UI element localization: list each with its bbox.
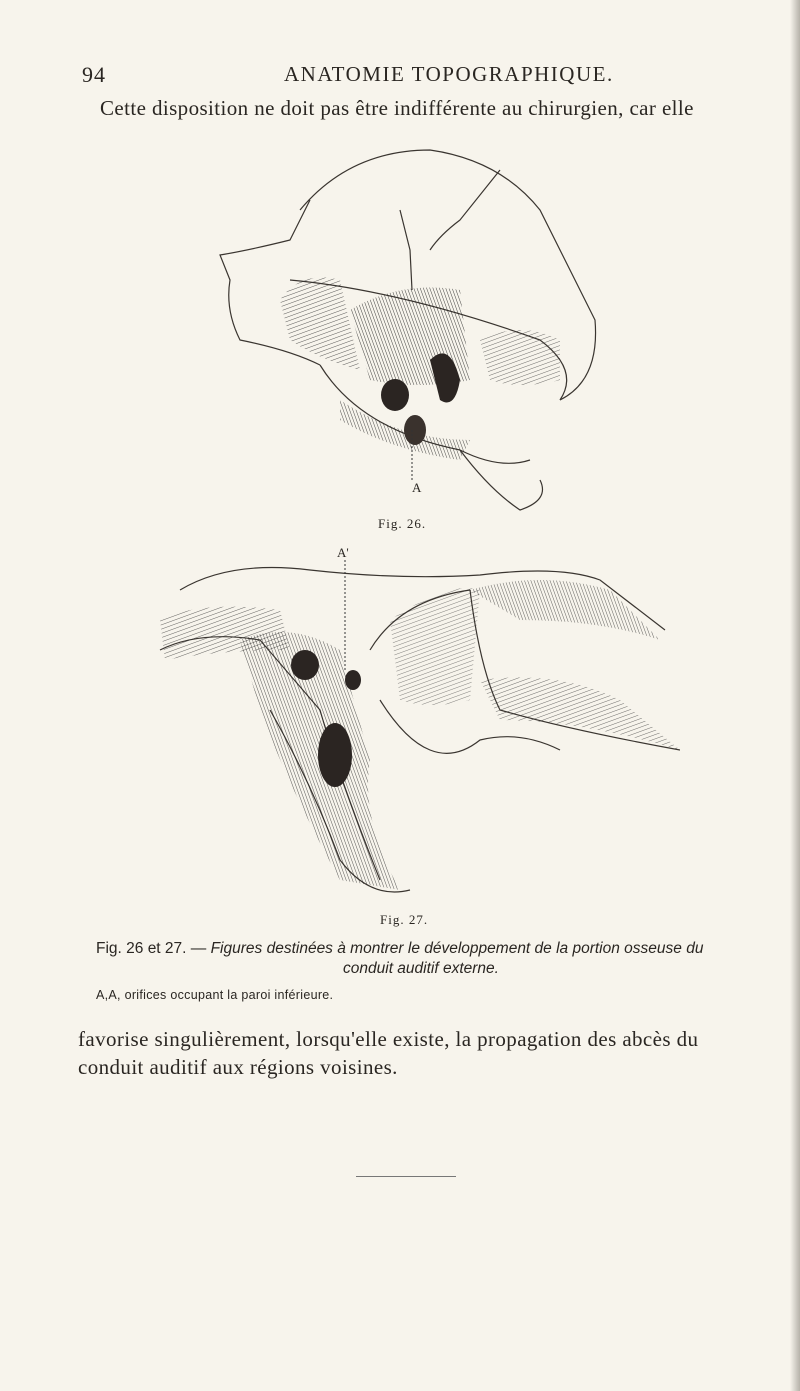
figure-26-marker: A	[412, 480, 422, 495]
page-header	[0, 62, 800, 92]
figure-26-label: Fig. 26.	[378, 516, 427, 531]
caption-prefix: Fig. 26 et 27. —	[96, 940, 211, 957]
page-edge-shadow	[790, 0, 800, 1391]
caption-title-line2: conduit auditif externe.	[343, 960, 499, 977]
figure-27-illustration	[140, 560, 680, 905]
figure-27-marker: A'	[337, 545, 349, 560]
paragraph-bottom: favorise singulièrement, lorsqu'elle existe, la propagation des abcès du conduit auditif aux régions voisines.	[78, 1027, 699, 1079]
page-number: 94	[82, 62, 106, 87]
figure-26-illustration	[200, 140, 620, 520]
figure-27-label: Fig. 27.	[380, 912, 429, 927]
bottom-rule	[356, 1176, 456, 1177]
running-title: ANATOMIE TOPOGRAPHIQUE.	[284, 62, 614, 86]
figure-caption	[96, 939, 786, 979]
paragraph-top: Cette disposition ne doit pas être indifférente au chirurgien, car elle	[100, 96, 694, 120]
caption-title-line1: Figures destinées à montrer le développement de la portion osseuse du	[210, 940, 704, 957]
figure-legend: A,A, orifices occupant la paroi inférieure.	[96, 988, 334, 1002]
